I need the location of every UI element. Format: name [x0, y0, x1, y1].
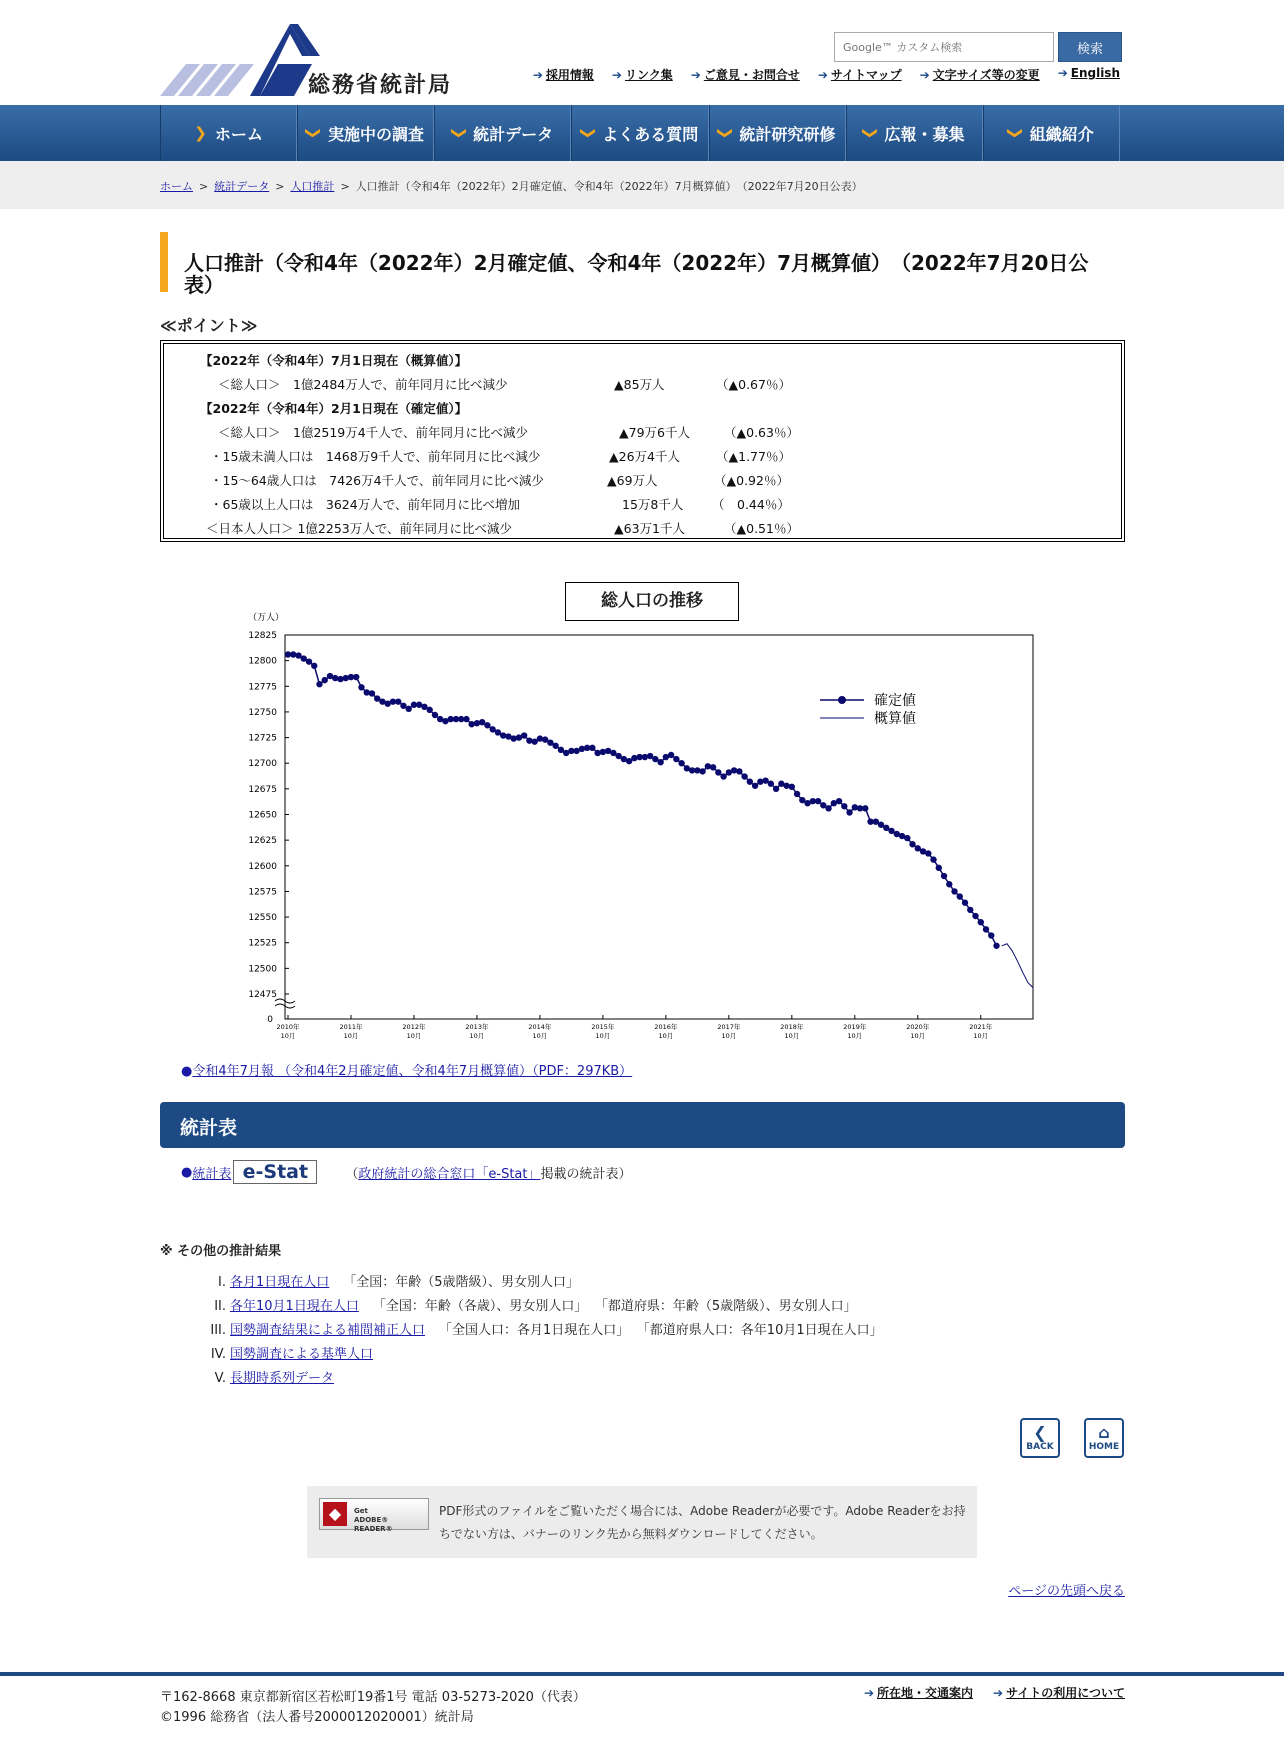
data-point [967, 907, 973, 913]
x-tick-label: 2010年 [276, 1023, 300, 1031]
data-point [941, 873, 947, 879]
breadcrumb: ホーム > 統計データ > 人口推計 > 人口推計（令和4年（2022年）2月確定値、令和4年（2022年）7月概算値） （2022年7月20日公表） [160, 180, 863, 193]
point-percent: （▲0.51％） [724, 521, 799, 536]
point-label: ＜日本人人口＞ 1億2253万人で、前年同月に比べ減少 [206, 521, 512, 536]
data-point [930, 856, 936, 862]
data-point [432, 712, 438, 718]
nav-item[interactable] [571, 105, 708, 161]
row-number: I. [218, 1275, 226, 1290]
data-point [993, 943, 999, 949]
home-label: HOME [1088, 1442, 1120, 1452]
adobe-reader-notice [307, 1486, 977, 1558]
util-link[interactable]: English [1070, 66, 1120, 80]
x-tick-label: 2015年 [591, 1023, 615, 1031]
point-percent: （▲0.63％） [724, 425, 799, 440]
x-tick-label: 2011年 [339, 1023, 363, 1031]
chevron-right-icon: ❯ [194, 124, 207, 142]
point-change: ▲63万1千人 [614, 521, 685, 536]
arrow-right-icon: ➔ [611, 68, 622, 82]
chevron-left-icon: ❮ [1033, 1423, 1047, 1442]
global-nav [0, 105, 1284, 161]
data-point [668, 752, 674, 758]
data-point [589, 745, 595, 751]
x-tick-label: 10月 [847, 1032, 863, 1040]
row-number: V. [214, 1371, 226, 1386]
home-button[interactable] [1084, 1418, 1124, 1458]
data-point [752, 783, 758, 789]
arrow-right-icon: ➔ [817, 68, 828, 82]
x-tick-label: 10月 [532, 1032, 548, 1040]
y-tick-label: 12725 [248, 733, 277, 744]
arrow-right-icon: ➔ [993, 1686, 1004, 1700]
badge-get: Get [354, 1507, 368, 1515]
data-point [720, 773, 726, 779]
row-number: IV. [210, 1347, 226, 1362]
other-result-row [200, 1367, 334, 1386]
point-change: ▲85万人 [614, 377, 665, 392]
point-change: ▲26万4千人 [609, 449, 680, 464]
x-tick-label: 10月 [658, 1032, 674, 1040]
estat-desc: 掲載の統計表） [540, 1166, 632, 1182]
nav-item-label: 実施中の調査 [327, 124, 424, 144]
other-result-row [200, 1295, 857, 1314]
x-tick-label: 2019年 [843, 1023, 867, 1031]
x-tick-label: 10月 [595, 1032, 611, 1040]
nav-item-label: ホーム [214, 124, 263, 144]
x-tick-label: 10月 [343, 1032, 359, 1040]
nav-item[interactable] [434, 105, 571, 161]
adobe-reader-banner[interactable] [319, 1498, 429, 1533]
data-point [983, 926, 989, 932]
chevron-down-icon: ❯ [449, 126, 468, 140]
site-name[interactable]: 総務省統計局 [308, 73, 453, 98]
data-point [699, 768, 705, 774]
data-point [957, 893, 963, 899]
breadcrumb-home[interactable]: ホーム [160, 180, 193, 193]
y-tick-label: 12675 [248, 784, 277, 795]
y-zero-label: 0 [267, 1015, 273, 1025]
data-point [846, 809, 852, 815]
estat-logo-icon[interactable] [233, 1160, 317, 1184]
point-percent: （▲0.92％） [714, 473, 789, 488]
y-tick-label: 12825 [248, 631, 277, 641]
data-point [463, 716, 469, 722]
footer-copyright: ©1996 総務省（法人番号2000012020001）統計局 [160, 1710, 474, 1725]
title-accent [160, 232, 168, 292]
legend-label: 概算値 [874, 711, 916, 727]
data-point [353, 674, 359, 680]
x-tick-label: 2016年 [654, 1023, 678, 1031]
x-tick-label: 10月 [469, 1032, 485, 1040]
other-result-row [200, 1319, 883, 1338]
x-tick-label: 2013年 [465, 1023, 489, 1031]
estat-logo-text: e-Stat [242, 1161, 309, 1183]
x-tick-label: 10月 [280, 1032, 296, 1040]
data-point [862, 805, 868, 811]
x-tick-label: 2014年 [528, 1023, 552, 1031]
chart-title: 総人口の推移 [565, 582, 739, 621]
point-percent: （ 0.44％） [712, 497, 790, 512]
data-point [836, 798, 842, 804]
other-result-note: 「全国人口：各月1日現在人口」 [439, 1323, 630, 1338]
data-point [936, 865, 942, 871]
utility-links [533, 66, 1120, 83]
site-header [0, 0, 1284, 105]
pdf-report-link[interactable]: 令和4年7月報 （令和4年2月確定値、令和4年7月概算値）（PDF：297KB） [192, 1064, 633, 1079]
data-point [395, 698, 401, 704]
footer-link-item [864, 1684, 973, 1701]
data-point [311, 663, 317, 669]
pdf-icon: ◆ [323, 1502, 347, 1526]
badge-reader: ADOBE® READER® [354, 1516, 393, 1533]
y-tick-label: 12750 [248, 707, 277, 718]
points-box [160, 340, 1125, 542]
data-point [768, 781, 774, 787]
arrow-right-icon: ➔ [863, 1686, 874, 1700]
data-point [521, 732, 527, 738]
nav-item-label: よくある質問 [602, 124, 699, 144]
data-point [741, 773, 747, 779]
arrow-right-icon: ➔ [919, 68, 930, 82]
breadcrumb-stat-data[interactable]: 統計データ [214, 180, 270, 193]
breadcrumb-population[interactable]: 人口推計 [290, 180, 335, 193]
x-tick-label: 10月 [721, 1032, 737, 1040]
util-link-item [920, 66, 1040, 83]
data-point [972, 913, 978, 919]
arrow-right-icon: ➔ [690, 68, 701, 82]
nav-item[interactable] [709, 105, 846, 161]
nav-item-label: 統計データ [473, 124, 554, 144]
page-title: 人口推計（令和4年（2022年）2月確定値、令和4年（2022年）7月概算値） （2022年7月20日公表） [184, 251, 1089, 297]
nav-item[interactable] [846, 105, 983, 161]
y-unit-label: （万人） [248, 613, 285, 623]
point-percent: （▲1.77％） [716, 449, 791, 464]
data-point [484, 722, 490, 728]
data-point [736, 768, 742, 774]
x-tick-label: 10月 [784, 1032, 800, 1040]
other-result-link[interactable]: 国勢調査による基準人口 [230, 1347, 374, 1362]
nav-item[interactable] [983, 105, 1120, 161]
point-label: ・15歳未満人口は 1468万9千人で、前年同月に比べ減少 [210, 449, 541, 464]
util-link[interactable]: 文字サイズ等の変更 [932, 68, 1040, 82]
util-link[interactable]: ご意見・お問合せ [703, 68, 800, 82]
other-result-note: 「全国：年齢（各歳）、男女別人口」 [372, 1299, 588, 1314]
data-point [358, 684, 364, 690]
point-label: 【2022年（令和4年）7月1日現在（概算値）】 [200, 353, 468, 368]
data-point [815, 798, 821, 804]
bullet-icon: ● [181, 1164, 193, 1180]
util-link[interactable]: 採用情報 [545, 68, 594, 82]
search-input[interactable] [834, 32, 1054, 62]
data-point [789, 784, 795, 790]
footer-address-line: 〒162-8668 東京都新宿区若松町19番1号 電話 03-5273-2020（代表） [160, 1690, 586, 1705]
estat-link[interactable]: 政府統計の総合窓口「e-Stat」 [358, 1166, 541, 1182]
data-point [657, 759, 663, 765]
other-result-link[interactable]: 長期時系列データ [230, 1371, 335, 1386]
data-point [316, 681, 322, 687]
back-to-top-link[interactable]: ページの先頭へ戻る [1008, 1584, 1125, 1599]
arrow-right-icon: ➔ [532, 68, 543, 82]
bullet-icon: ● [181, 1064, 193, 1079]
util-link[interactable]: リンク集 [624, 68, 673, 82]
section-heading-stats: 統計表 [160, 1102, 1125, 1148]
search-button[interactable]: 検索 [1058, 32, 1122, 62]
x-tick-label: 2021年 [969, 1023, 993, 1031]
nav-item[interactable] [297, 105, 434, 161]
other-result-row [200, 1343, 373, 1362]
x-tick-label: 10月 [910, 1032, 926, 1040]
data-point [825, 805, 831, 811]
chevron-down-icon: ❯ [304, 126, 323, 140]
util-link-item [533, 66, 594, 83]
footer-links [864, 1684, 1125, 1701]
row-number: II. [214, 1299, 226, 1314]
data-point [427, 707, 433, 713]
nav-item-label: 広報・募集 [884, 124, 965, 144]
y-tick-label: 12575 [248, 887, 277, 898]
estat-desc-open: （ [345, 1166, 359, 1182]
y-tick-label: 12800 [248, 656, 277, 667]
y-tick-label: 12600 [248, 861, 277, 872]
data-point [841, 803, 847, 809]
point-label: ＜総人口＞ 1億2484万人で、前年同月に比べ減少 [218, 377, 508, 392]
y-tick-label: 12625 [248, 836, 277, 847]
util-link-item [818, 66, 902, 83]
stats-table-line [181, 1160, 632, 1184]
data-point [925, 850, 931, 856]
row-number: III. [210, 1323, 226, 1338]
chevron-down-icon: ❯ [1006, 126, 1025, 140]
pdf-report-link-item [181, 1060, 632, 1079]
data-point [747, 778, 753, 784]
chevron-down-icon: ❯ [716, 126, 735, 140]
point-change: ▲79万6千人 [619, 425, 690, 440]
data-point [678, 760, 684, 766]
y-tick-label: 12525 [248, 938, 277, 949]
other-result-link[interactable]: 国勢調査結果による補間補正人口 [230, 1323, 426, 1338]
breadcrumb-current: 人口推計（令和4年（2022年）2月確定値、令和4年（2022年）7月概算値） （2022年7月20日公表） [355, 180, 863, 193]
y-tick-label: 12650 [248, 810, 277, 821]
data-point [773, 786, 779, 792]
util-link-item [1058, 66, 1120, 83]
data-point [710, 764, 716, 770]
adobe-reader-text: PDF形式のファイルをご覧いただく場合には、Adobe Readerが必要です。Adobe Readerをお持ちでない方は、バナーのリンク先から無料ダウンロードしてください。 [439, 1504, 966, 1541]
other-result-link[interactable]: 各月1日現在人口 [230, 1275, 330, 1290]
footer-link[interactable]: 所在地・交通案内 [877, 1686, 974, 1700]
point-label: ・15～64歳人口は 7426万4千人で、前年同月に比べ減少 [210, 473, 544, 488]
plot-frame [285, 635, 1033, 1019]
other-result-row [200, 1271, 579, 1290]
legend-marker-confirmed [838, 696, 846, 704]
data-point [406, 706, 412, 712]
footer-link-item [993, 1684, 1125, 1701]
nav-item-label: 統計研究研修 [739, 124, 836, 144]
nav-item-label: 組織紹介 [1029, 124, 1094, 144]
other-result-note: 「全国：年齢（5歳階級）、男女別人口」 [343, 1275, 580, 1290]
y-tick-label: 12550 [248, 913, 277, 924]
util-link-item [691, 66, 800, 83]
data-point [306, 658, 312, 664]
y-tick-label: 12775 [248, 682, 277, 693]
y-tick-label: 12500 [248, 964, 277, 975]
other-result-note: 「都道府県人口：各年10月1日現在人口」 [643, 1323, 883, 1338]
x-tick-label: 2018年 [780, 1023, 804, 1031]
data-point [552, 743, 558, 749]
legend-label: 確定値 [874, 693, 916, 709]
data-point [673, 756, 679, 762]
data-point [715, 769, 721, 775]
stats-table-link[interactable]: 統計表 [192, 1166, 232, 1182]
point-change: 15万8千人 [622, 497, 684, 512]
other-results-heading: ※ その他の推計結果 [160, 1244, 282, 1259]
data-point [794, 791, 800, 797]
x-tick-label: 10月 [406, 1032, 422, 1040]
point-label: ＜総人口＞ 1億2519万4千人で、前年同月に比べ減少 [218, 425, 528, 440]
footer-link[interactable]: サイトの利用について [1006, 1686, 1125, 1700]
x-tick-label: 10月 [973, 1032, 989, 1040]
data-point [369, 690, 375, 696]
population-chart [230, 605, 1050, 1055]
point-label: 【2022年（令和4年）2月1日現在（確定値）】 [200, 401, 468, 416]
data-point [962, 900, 968, 906]
nav-item[interactable] [160, 105, 297, 161]
util-link[interactable]: サイトマップ [830, 68, 902, 82]
chevron-down-icon: ❯ [861, 126, 880, 140]
data-point [951, 888, 957, 894]
data-point [904, 835, 910, 841]
point-label: ・65歳以上人口は 3624万人で、前年同月に比べ増加 [210, 497, 520, 512]
back-button[interactable] [1020, 1418, 1060, 1458]
arrow-right-icon: ➔ [1057, 66, 1068, 80]
point-percent: （▲0.67％） [716, 377, 791, 392]
other-result-note: 「都道府県：年齢（5歳階級）、男女別人口」 [601, 1299, 857, 1314]
back-label: BACK [1026, 1442, 1054, 1452]
y-tick-label: 12700 [248, 759, 277, 770]
util-link-item [612, 66, 673, 83]
x-tick-label: 2012年 [402, 1023, 426, 1031]
x-tick-label: 2017年 [717, 1023, 741, 1031]
data-point [978, 919, 984, 925]
data-point [946, 881, 952, 887]
data-point [322, 677, 328, 683]
other-result-link[interactable]: 各年10月1日現在人口 [230, 1299, 359, 1314]
house-icon: ⌂ [1098, 1423, 1110, 1442]
data-point [909, 841, 915, 847]
points-heading: ≪ポイント≫ [160, 316, 258, 335]
footer-divider [0, 1672, 1284, 1676]
data-point [988, 932, 994, 938]
point-change: ▲69万人 [607, 473, 658, 488]
chevron-down-icon: ❯ [578, 126, 597, 140]
footer-address [160, 1688, 586, 1728]
y-tick-label: 12475 [248, 990, 277, 1000]
x-tick-label: 2020年 [906, 1023, 930, 1031]
series-line [1002, 944, 1033, 988]
